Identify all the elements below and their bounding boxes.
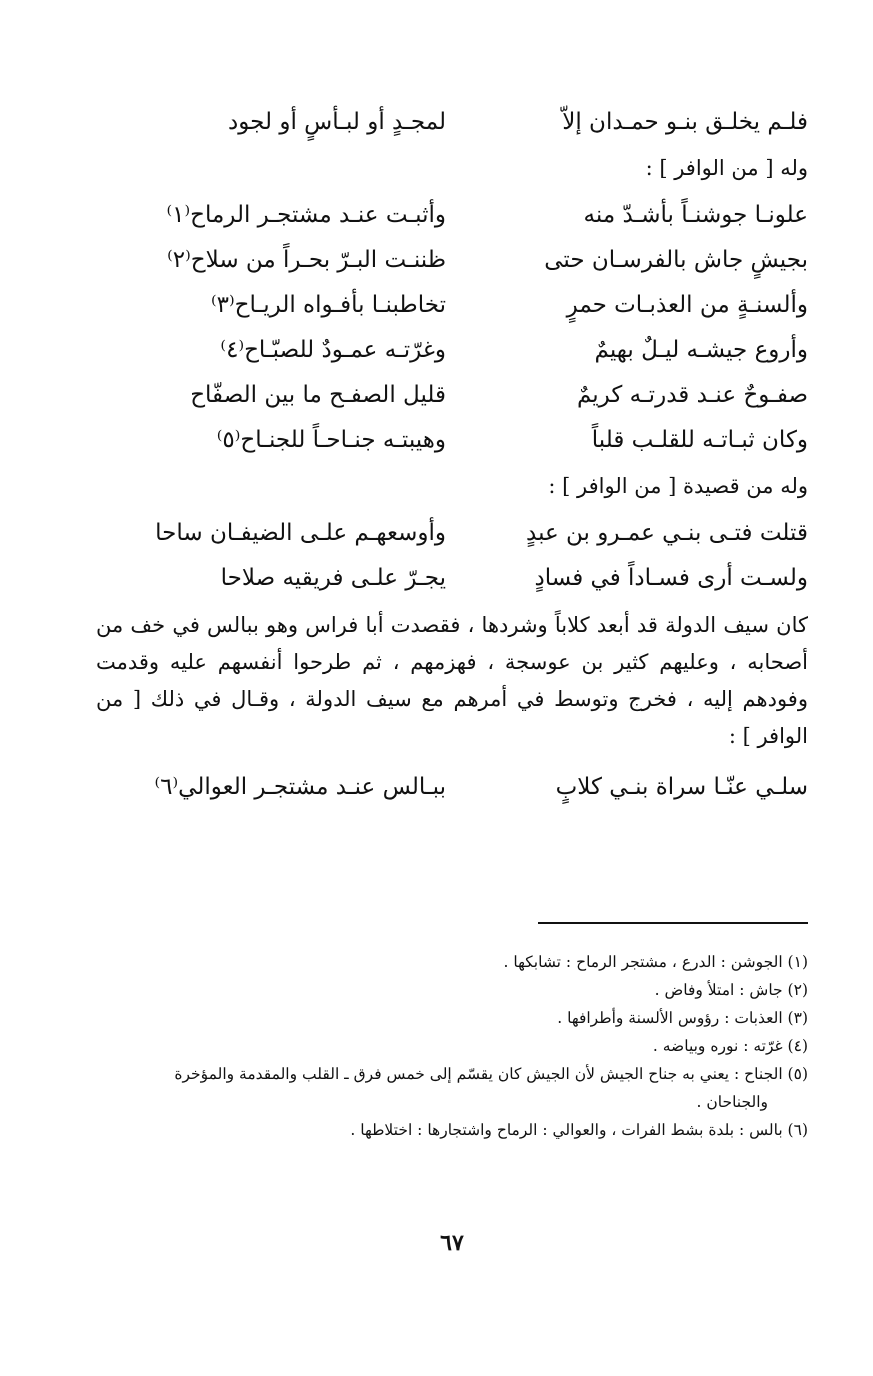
verse-first-hemistich: فلـم يخلـق بنـو حمـدان إلاّ [562,109,808,135]
footnote-item: (٢) جاش : امتلأ وفاض . [654,981,808,999]
verse-group-3 [96,511,808,601]
footnotes [96,948,808,1144]
verse-first-hemistich: وألسنـةٍ من العذبـات حمرٍ [566,292,808,318]
poem-intro: وله [ من الوافر ] : [645,156,808,180]
page-body [96,100,808,1256]
verse-group-2 [96,193,808,463]
verse-first-hemistich: قتلت فتـى بنـي عمـرو بن عبدٍ [526,520,808,546]
verse-second-hemistich: وغرّتـه عمـودٌ للصبّـاح⁽٤⁾ [220,337,446,363]
verse-second-hemistich: وأوسعهـم علـى الضيفـان ساحا [155,520,446,546]
verse-line [96,418,808,463]
footnote-continuation: والجناحان . [696,1093,768,1111]
verse-first-hemistich: وكان ثبـاتـه للقلـب قلباً [591,427,808,453]
verse-line [96,328,808,373]
verse-line [96,373,808,418]
footnote-item: (٦) بالس : بلدة بشط الفرات ، والعوالي : الرماح واشتجارها : اختلاطها . [350,1121,808,1139]
verse-second-hemistich: وهيبتـه جنـاحـاً للجنـاح⁽٥⁾ [216,427,446,453]
verse-first-hemistich: علونـا جوشنـاً بأشـدّ منه [583,202,808,228]
verse-line [96,193,808,238]
verse-first-hemistich: سلـي عنّـا سراة بنـي كلابٍ [555,774,808,800]
poem-intro: وله من قصيدة [ من الوافر ] : [548,474,808,498]
footnote-item: (٤) غرّته : نوره وبياضه . [652,1037,808,1055]
verse-second-hemistich: يجـرّ علـى فريقيه صلاحا [220,565,446,591]
verse-second-hemistich: تخاطبنـا بأفـواه الريـاح⁽٣⁾ [210,292,446,318]
page-number: ٦٧ [440,1230,464,1256]
footnote-item: (٥) الجناح : يعني به جناح الجيش لأن الجيش كان يقسّم إلى خمس فرق ـ القلب والمقدمة والمؤخرة [174,1065,808,1083]
verse-line [96,238,808,283]
verse-group-1 [96,100,808,145]
verse-line [96,556,808,601]
verse-line [96,100,808,145]
verse-first-hemistich: ولسـت أرى فسـاداً في فسادٍ [534,565,808,591]
footnote-item: (٣) العذبات : رؤوس الألسنة وأطرافها . [557,1009,808,1027]
prose-paragraph: كان سيف الدولة قد أبعد كلاباً وشردها ، فقصدت أبا فراس وهو ببالس في خف من أصحابه ، وعليهم كثير بن عوسجة ، فهزمهم ، ثم طرحوا أنفسهم عليه وقدمت وفودهم إليه ، فخرج وتوسط في أمرهم مع سيف الدولة ، وقـال في ذلك [ من الوافر ] : [96,613,808,748]
verse-line [96,511,808,556]
verse-second-hemistich: قليل الصفـح ما بين الصفّاح [190,382,446,408]
verse-first-hemistich: بجيشٍ جاش بالفرسـان حتى [544,247,808,273]
verse-second-hemistich: ببـالس عنـد مشتجـر العوالي⁽٦⁾ [154,774,446,800]
footnote-item: (١) الجوشن : الدرع ، مشتجر الرماح : تشابكها . [503,953,808,971]
footnote-divider [538,922,808,924]
verse-first-hemistich: صفـوحٌ عنـد قدرتـه كريمٌ [576,382,808,408]
verse-second-hemistich: لمجـدٍ أو لبـأسٍ أو لجود [228,109,446,135]
verse-line [96,765,808,810]
verse-second-hemistich: ظننـت البـرّ بحـراً من سلاح⁽٢⁾ [167,247,446,273]
verse-second-hemistich: وأثبـت عنـد مشتجـر الرماح⁽١⁾ [166,202,446,228]
verse-line [96,283,808,328]
verse-group-4 [96,765,808,810]
verse-first-hemistich: وأروع جيشـه ليـلٌ بهيمٌ [594,337,808,363]
